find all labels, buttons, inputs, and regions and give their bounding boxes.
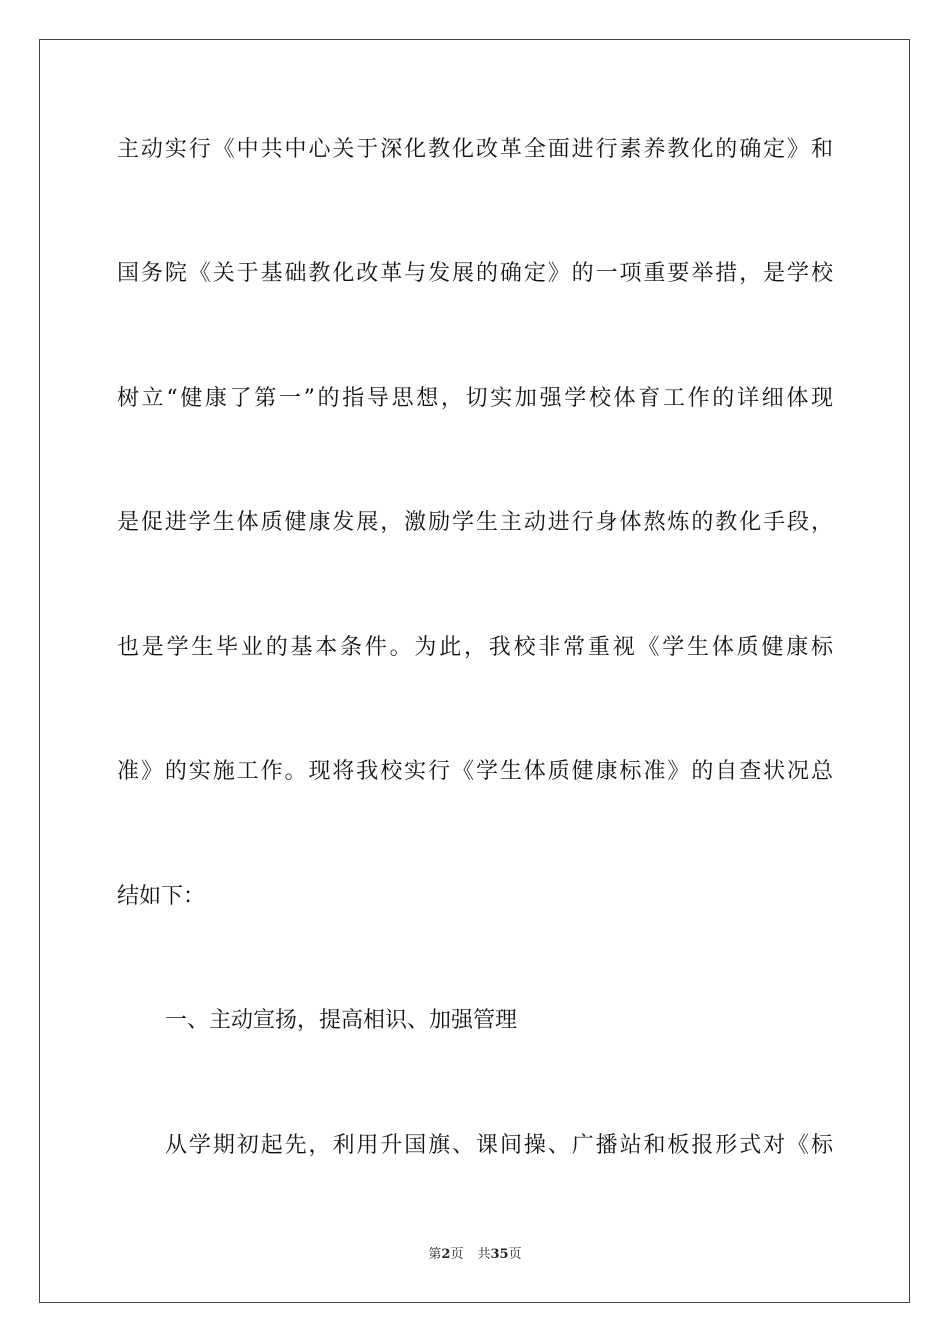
section-heading: 一、主动宣扬，提高相识、加强管理 [165,1008,518,1033]
footer-page-number: 2 [441,1247,451,1262]
footer-page-prefix: 第 [428,1247,442,1262]
body-line-4: 是促进学生体质健康发展，激励学生主动进行身体熬炼的教化手段， [117,510,833,535]
body-line-3: 树立“健康了第一”的指导思想，切实加强学校体育工作的详细体现 [117,386,833,411]
footer-page-suffix: 页 [450,1247,464,1262]
body-line-6: 准》的实施工作。现将我校实行《学生体质健康标准》的自查状况总 [117,759,833,784]
body-line-2: 国务院《关于基础教化改革与发展的确定》的一项重要举措，是学校 [117,261,833,286]
page-border [39,39,910,1303]
footer-total-suffix: 页 [508,1247,522,1262]
footer-total-number: 35 [490,1247,509,1262]
body-line-1: 主动实行《中共中心关于深化教化改革全面进行素养教化的确定》和 [117,137,833,162]
body-line-7: 结如下： [117,884,206,909]
body-line-9: 从学期初起先，利用升国旗、课间操、广播站和板报形式对《标 [165,1133,833,1158]
page-footer [0,1246,950,1264]
footer-total-prefix: 共 [477,1247,491,1262]
body-line-5: 也是学生毕业的基本条件。为此，我校非常重视《学生体质健康标 [117,635,833,660]
